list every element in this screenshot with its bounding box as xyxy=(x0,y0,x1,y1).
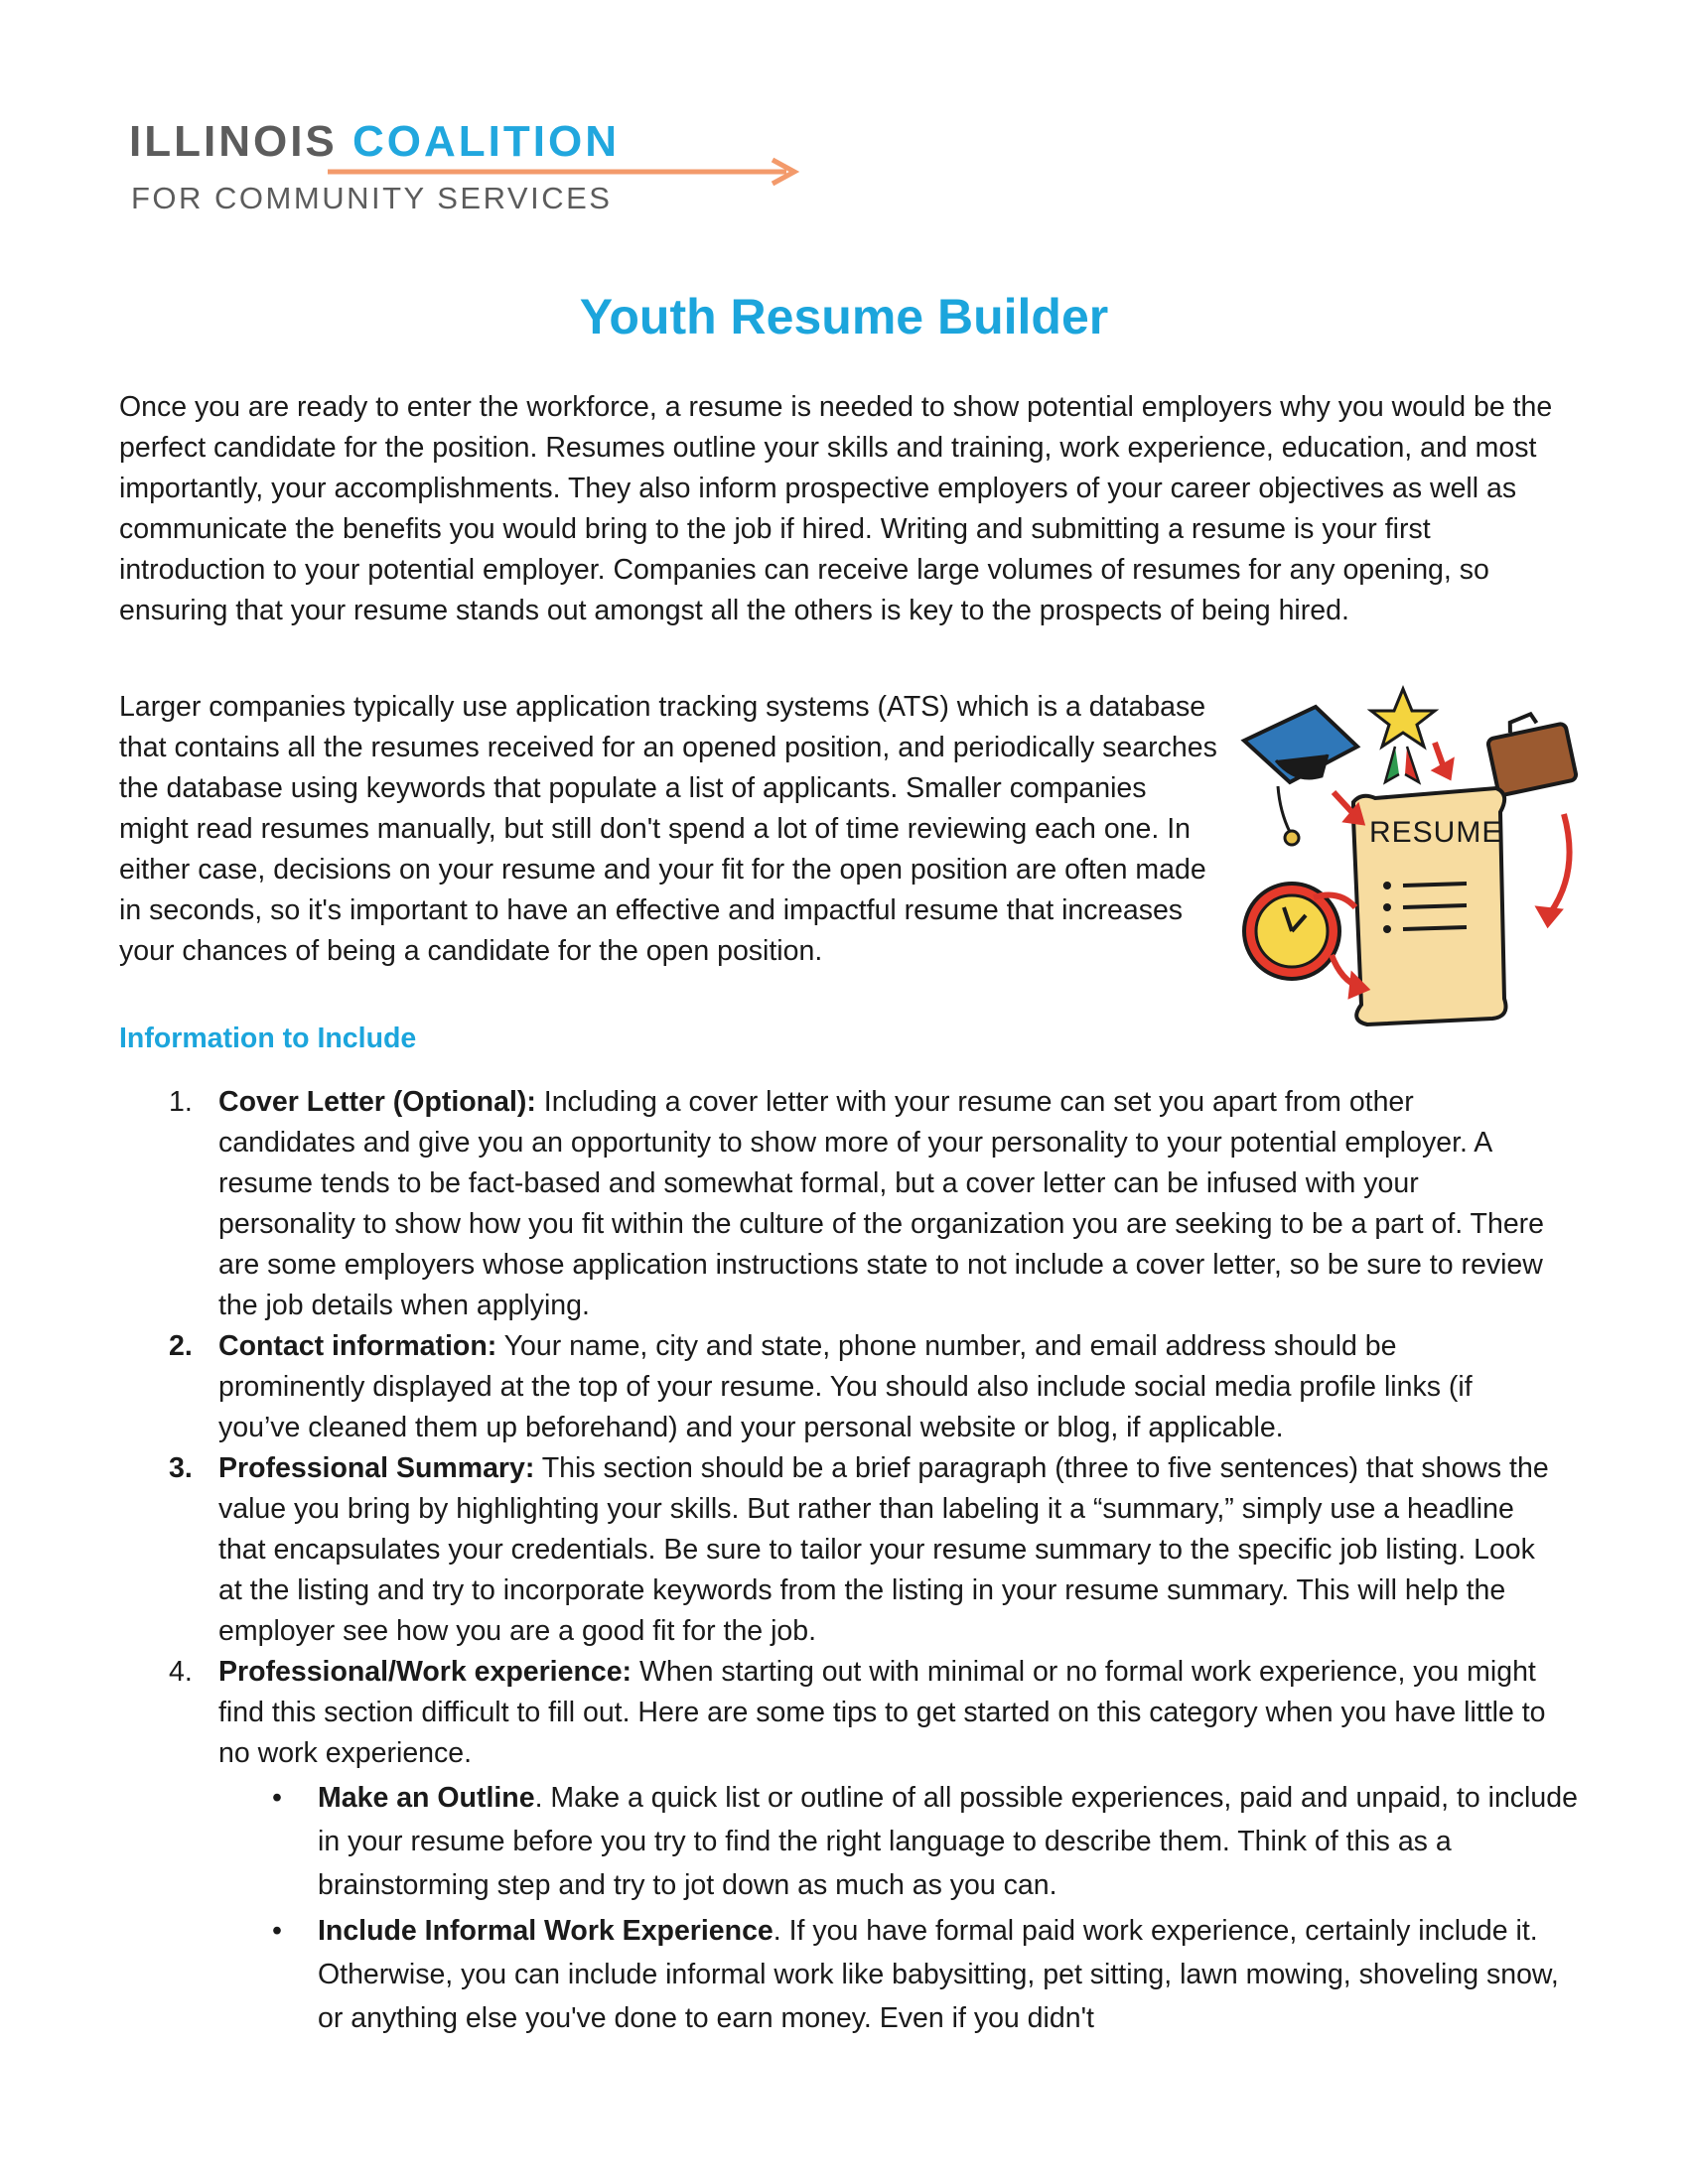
ats-paragraph: Larger companies typically use application tracking systems (ATS) which is a database that contains all the resumes received for an opened position, and periodically searches the database using keywords that populate a list of applicants. Smaller companies might read resumes manually, but still don't spend a lot of time reviewing each one. In either case, decisions on your resume and your fit for the open position are often made in seconds, so it's important to have an effective and impactful resume that increases your chances of being a candidate for the open position. xyxy=(119,691,1217,967)
intro-paragraph: Once you are ready to enter the workforce, a resume is needed to show potential employers why you would be the perfect candidate for the position. Resumes outline your skills and training, work experience, education, and most importantly, your accomplishments. They also inform prospective employers of your career objectives as well as communicate the benefits you would bring to the job if hired. Writing and submitting a resume is your first introduction to your potential employer. Companies can receive large volumes of resumes for any opening, so ensuring that your resume stands out amongst all the others is key to the prospects of being hired. xyxy=(119,391,1553,626)
list-item-title: Contact information: xyxy=(218,1330,497,1362)
list-item-number: 4. xyxy=(169,1656,193,1688)
bullet-dot: • xyxy=(272,1915,282,1947)
list-item-text: Including a cover letter with your resume can set you apart from other candidates and give you an opportunity to show more of your personality to your potential employer. A resume tends to be fact-based and somewhat formal, but a cover letter can be infused with your personality to show how you fit within the culture of the organization you are seeking to be a part of. There are some employers whose application instructions state to not include a cover letter, so be sure to review the job details when applying. xyxy=(218,1086,1545,1321)
list-item-text: Your name, city and state, phone number, and email address should be prominently displayed at the top of your resume. You should also include social media profile links (if you’ve cleaned them up beforehand) and your personal website or blog, if applicable. xyxy=(218,1330,1473,1443)
list-item-text: When starting out with minimal or no formal work experience, you might find this section difficult to fill out. Here are some tips to get started on this category when you have little to no work experience. xyxy=(218,1656,1546,1769)
bullet-title: Make an Outline xyxy=(318,1782,535,1814)
bullet-title: Include Informal Work Experience xyxy=(318,1915,774,1947)
list-item-body xyxy=(218,1652,1549,1774)
bullet-dot: • xyxy=(272,1782,282,1814)
resume-illustration xyxy=(1236,683,1594,1032)
list-item xyxy=(0,1082,1688,1326)
sub-bullet-list xyxy=(0,1776,1688,2040)
logo-line-2: FOR COMMUNITY SERVICES xyxy=(131,181,613,215)
list-item-number: 3. xyxy=(169,1452,193,1484)
list-item xyxy=(0,1448,1688,1652)
list-item-title: Professional/Work experience: xyxy=(218,1656,633,1688)
graduation-cap-icon xyxy=(1244,707,1357,845)
list-item-number: 1. xyxy=(169,1086,193,1118)
page-title: Youth Resume Builder xyxy=(579,289,1109,344)
bullet-item xyxy=(218,1909,1589,2040)
list-item-title: Cover Letter (Optional): xyxy=(218,1086,536,1118)
list-item-text: This section should be a brief paragraph (three to five sentences) that shows the value you bring by highlighting your skills. But rather than labeling it a “summary,” simply use a headline that encapsulates your credentials. Be sure to tailor your resume summary to the specific job listing. Look at the listing and try to incorporate keywords from the listing in your resume summary. This will help the employer see how you are a good fit for the job. xyxy=(218,1452,1549,1647)
section-heading: Information to Include xyxy=(119,1023,417,1054)
list-item-body xyxy=(218,1448,1549,1652)
list-item-number: 2. xyxy=(169,1330,193,1362)
illustration-resume-label: RESUME xyxy=(1369,816,1503,849)
briefcase-icon xyxy=(1487,713,1577,795)
star-icon xyxy=(1371,689,1435,782)
list-item-body xyxy=(218,1326,1549,1448)
list-item xyxy=(0,1326,1688,1448)
organization-logo xyxy=(129,117,685,226)
logo-word-illinois: ILLINOIS xyxy=(129,117,338,166)
bullet-text: . Make a quick list or outline of all possible experiences, paid and unpaid, to include in your resume before you try to find the right language to describe them. Think of this as a brainstorming step and try to jot down as much as you can. xyxy=(318,1782,1578,1901)
list-item xyxy=(0,1652,1688,2040)
list-item-body xyxy=(218,1082,1549,1326)
information-list xyxy=(0,1082,1688,2040)
bullet-item xyxy=(218,1776,1589,1907)
bullet-text: . If you have formal paid work experience, certainly include it. Otherwise, you can include informal work like babysitting, pet sitting, lawn mowing, shoveling snow, or anything else you've done to earn money. Even if you didn't xyxy=(318,1915,1559,2034)
logo-word-coalition: COALITION xyxy=(352,117,620,166)
list-item-title: Professional Summary: xyxy=(218,1452,535,1484)
scroll-icon xyxy=(1353,788,1506,1024)
